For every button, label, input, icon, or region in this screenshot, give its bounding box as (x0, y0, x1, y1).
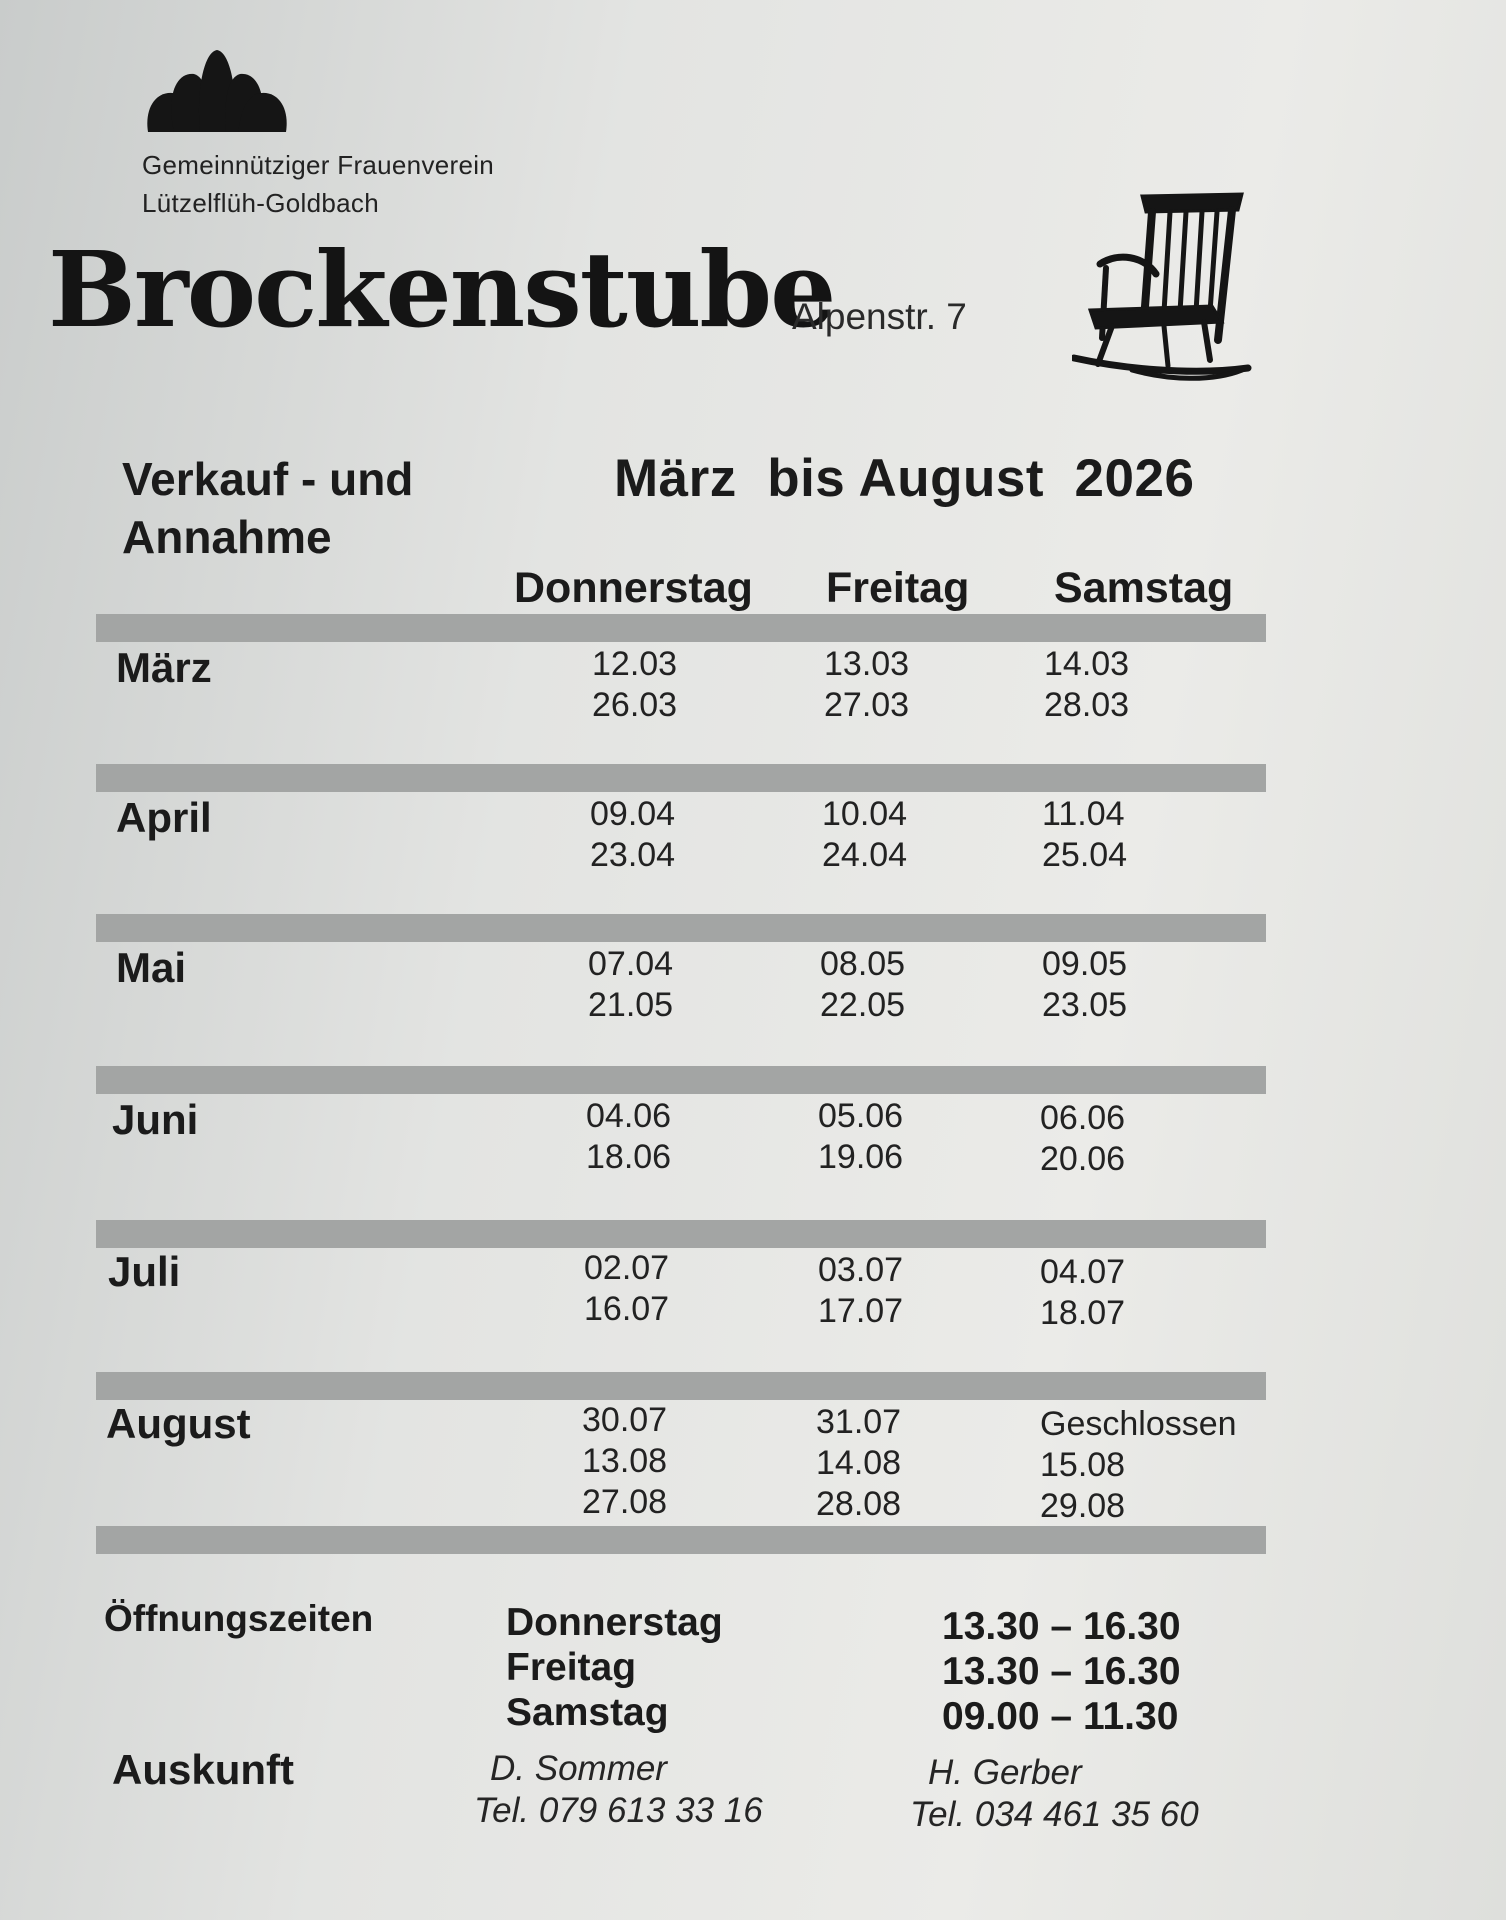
closed-note: Geschlossen (1040, 1405, 1237, 1443)
dates-thursday (592, 644, 677, 726)
contact-label: Auskunft (112, 1746, 294, 1793)
date-cell: 18.07 (1040, 1294, 1126, 1332)
date-cell: 16.07 (584, 1290, 670, 1328)
separator-band (96, 1372, 1266, 1400)
date-cell: 13.08 (582, 1442, 668, 1480)
separator-band (96, 1220, 1266, 1248)
month-label: März (116, 644, 212, 691)
association-line-2: Lützelflüh-Goldbach (142, 188, 379, 218)
date-cell: 04.07 (1040, 1253, 1126, 1291)
opening-times (942, 1604, 1181, 1739)
opening-days (506, 1600, 723, 1735)
dates-thursday (588, 944, 673, 1026)
date-cell: 17.07 (818, 1292, 904, 1330)
separator-band (96, 914, 1266, 942)
opening-day: Freitag (506, 1646, 637, 1689)
date-cell: 05.06 (818, 1097, 904, 1135)
date-cell: 29.08 (1040, 1487, 1126, 1525)
dates-saturday (1044, 644, 1129, 726)
contact-phone: Tel. 079 613 33 16 (474, 1791, 763, 1830)
dates-friday (818, 1096, 903, 1178)
date-cell: 27.03 (824, 686, 910, 724)
dates-saturday (1042, 944, 1127, 1026)
date-cell: 23.04 (590, 836, 676, 874)
date-cell: 13.03 (824, 645, 910, 683)
month-label: Mai (116, 944, 187, 991)
date-cell: 03.07 (818, 1251, 904, 1289)
address: Alpenstr. 7 (792, 296, 967, 337)
dates-thursday (590, 794, 675, 876)
dates-friday (824, 644, 909, 726)
dates-friday (822, 794, 907, 876)
separator-band (96, 1526, 1266, 1554)
separator-band (96, 614, 1266, 642)
date-cell: 14.08 (816, 1444, 902, 1482)
date-cell: 09.04 (590, 795, 676, 833)
separator-band (96, 764, 1266, 792)
date-cell: 09.05 (1042, 945, 1128, 983)
separator-band (96, 1066, 1266, 1094)
contact-name: D. Sommer (490, 1749, 667, 1788)
contact-name: H. Gerber (928, 1753, 1082, 1792)
month-label: April (116, 794, 212, 841)
column-header-friday: Freitag (826, 564, 970, 612)
date-cell: 19.06 (818, 1138, 904, 1176)
column-header-thursday: Donnerstag (514, 564, 753, 612)
date-cell: 21.05 (588, 986, 674, 1024)
rocking-chair-icon (1072, 190, 1252, 390)
dates-thursday (586, 1096, 671, 1178)
dates-thursday (582, 1400, 667, 1523)
section-heading (122, 450, 413, 566)
period-heading: März bis August 2026 (614, 449, 1195, 508)
shell-logo-icon (144, 44, 290, 136)
date-cell: 25.04 (1042, 836, 1128, 874)
date-cell: 12.03 (592, 645, 678, 683)
dates-friday (820, 944, 905, 1026)
date-cell: 02.07 (584, 1249, 670, 1287)
date-cell: 27.08 (582, 1483, 668, 1521)
dates-saturday (1040, 1098, 1125, 1180)
opening-day: Samstag (506, 1691, 669, 1734)
month-label: August (106, 1400, 251, 1447)
date-cell: 04.06 (586, 1097, 672, 1135)
contact-sommer (474, 1748, 763, 1832)
dates-friday (818, 1250, 903, 1332)
heading-line-1: Verkauf - und (122, 453, 414, 505)
contact-phone: Tel. 034 461 35 60 (910, 1795, 1199, 1834)
column-header-saturday: Samstag (1054, 564, 1234, 612)
contact-gerber (910, 1752, 1199, 1836)
dates-saturday (1042, 794, 1127, 876)
date-cell: 26.03 (592, 686, 678, 724)
heading-line-2: Annahme (122, 511, 332, 563)
date-cell: 30.07 (582, 1401, 668, 1439)
association-name (142, 146, 494, 222)
dates-saturday (1040, 1404, 1237, 1527)
date-cell: 08.05 (820, 945, 906, 983)
opening-time: 09.00 – 11.30 (942, 1695, 1179, 1738)
dates-thursday (584, 1248, 669, 1330)
date-cell: 10.04 (822, 795, 908, 833)
date-cell: 28.08 (816, 1485, 902, 1523)
date-cell: 15.08 (1040, 1446, 1126, 1484)
date-cell: 11.04 (1042, 795, 1125, 833)
date-cell: 06.06 (1040, 1099, 1126, 1137)
date-cell: 18.06 (586, 1138, 672, 1176)
date-cell: 24.04 (822, 836, 908, 874)
page-title: Brockenstube (48, 228, 835, 351)
date-cell: 28.03 (1044, 686, 1130, 724)
date-cell: 23.05 (1042, 986, 1128, 1024)
date-cell: 22.05 (820, 986, 906, 1024)
month-label: Juli (108, 1248, 181, 1295)
month-label: Juni (112, 1096, 199, 1143)
opening-day: Donnerstag (506, 1601, 723, 1644)
date-cell: 20.06 (1040, 1140, 1126, 1178)
dates-saturday (1040, 1252, 1125, 1334)
association-line-1: Gemeinnütziger Frauenverein (142, 150, 495, 180)
opening-time: 13.30 – 16.30 (942, 1605, 1181, 1648)
date-cell: 31.07 (816, 1403, 902, 1441)
opening-time: 13.30 – 16.30 (942, 1650, 1181, 1693)
date-cell: 07.04 (588, 945, 674, 983)
opening-hours-label: Öffnungszeiten (104, 1598, 374, 1639)
date-cell: 14.03 (1044, 645, 1130, 683)
dates-friday (816, 1402, 901, 1525)
